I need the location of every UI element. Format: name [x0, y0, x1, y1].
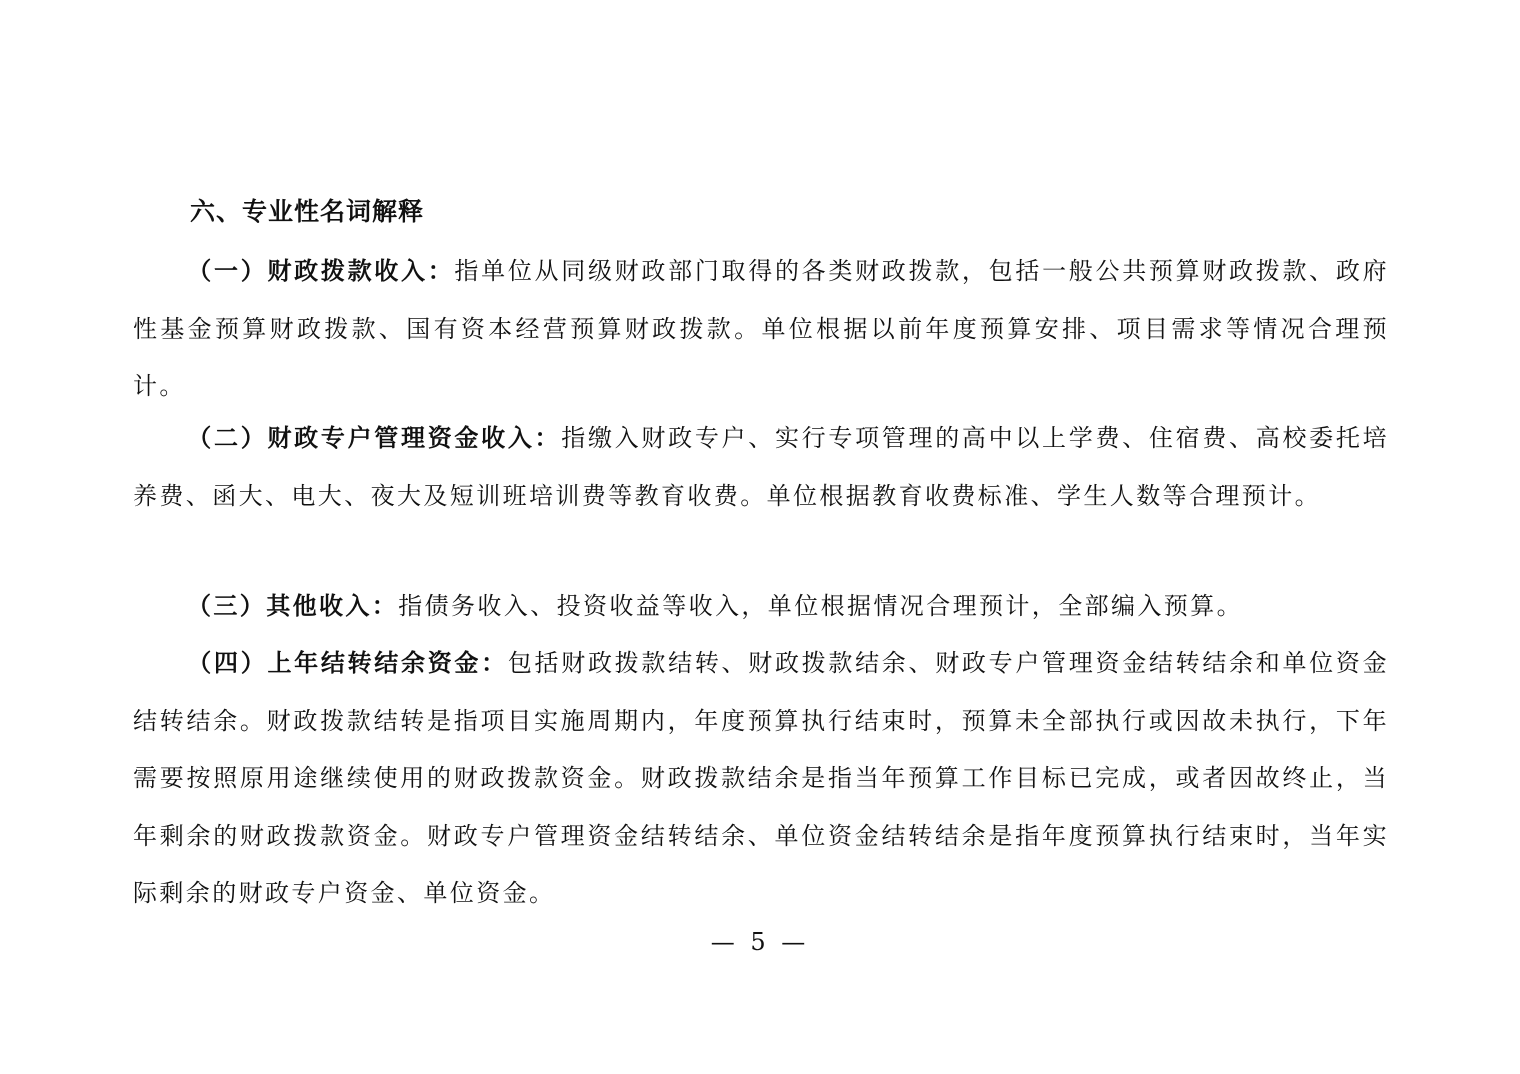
definition-term: （一）财政拨款收入：: [187, 257, 455, 285]
definition-text: 指缴入财政专户、实行专项管理的高中以上学费、住宿费、高校委托培养费、函大、电大、夜大及短训班培训费等教育收费。单位根据教育收费标准、学生人数等合理预计。: [133, 424, 1389, 510]
definition-text: 指债务收入、投资收益等收入，单位根据情况合理预计，全部编入预算。: [398, 592, 1244, 620]
definition-paragraph-4: [133, 635, 1389, 923]
definition-term: （二）财政专户管理资金收入：: [187, 424, 562, 452]
page-number: — 5 —: [710, 928, 810, 956]
definition-text: 指单位从同级财政部门取得的各类财政拨款，包括一般公共预算财政拨款、政府性基金预算财政拨款、国有资本经营预算财政拨款。单位根据以前年度预算安排、项目需求等情况合理预计。: [133, 257, 1389, 400]
section-heading: 六、专业性名词解释: [190, 197, 425, 226]
definition-paragraph-1: [133, 243, 1389, 416]
definition-paragraph-2: [133, 410, 1389, 525]
definition-paragraph-3: [133, 578, 1389, 636]
definition-term: （三）其他收入：: [187, 592, 399, 620]
definition-text: 包括财政拨款结转、财政拨款结余、财政专户管理资金结转结余和单位资金结转结余。财政拨款结转是指项目实施周期内，年度预算执行结束时，预算未全部执行或因故未执行，下年需要按照原用途继续使用的财政拨款资金。财政拨款结余是指当年预算工作目标已完成，或者因故终止，当年剩余的财政拨款资金。财政专户管理资金结转结余、单位资金结转结余是指年度预算执行结束时，当年实际剩余的财政专户资金、单位资金。: [133, 649, 1389, 907]
definition-term: （四）上年结转结余资金：: [187, 649, 508, 677]
